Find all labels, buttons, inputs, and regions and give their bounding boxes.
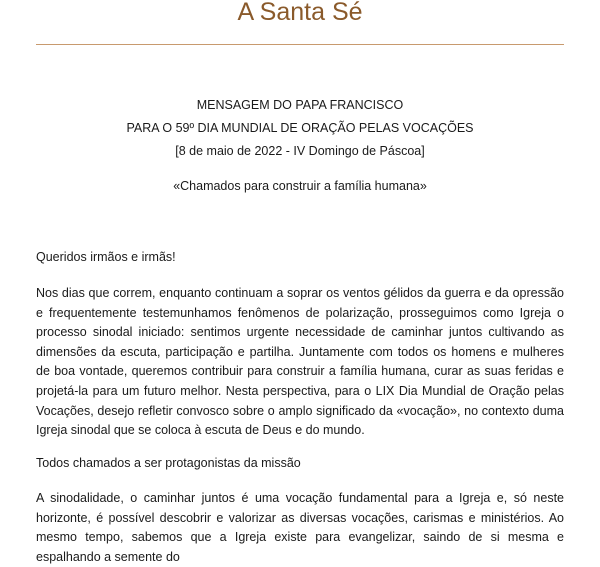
paragraph-intro: Nos dias que correm, enquanto continuam a soprar os ventos gélidos da guerra e da opressão e frequentemente testemunhamos fenômenos de polarização, prosseguimos como Igreja o processo sinodal iniciado: sentimos urgente necessidade de caminhar juntos cultivando as dimensões da escuta, participação e partilha. Juntamente com todos os homens e mulheres de boa vontade, queremos contribuir para construir a família humana, curar as suas feridas e projetá-la para um futuro melhor. Nesta perspectiva, para o LIX Dia Mundial de Oração pelas Vocações, desejo refletir convosco sobre o amplo significado da «vocação», no contexto duma Igreja sinodal que se coloca à escuta de Deus e do mundo. <box>36 286 564 438</box>
message-theme: «Chamados para construir a família humana» <box>173 179 427 193</box>
document-header <box>0 94 600 163</box>
paragraph-synodality: A sinodalidade, o caminhar juntos é uma vocação fundamental para a Igreja e, só neste horizonte, é possível descobrir e valorizar as diversas vocações, carismas e ministérios. Ao mesmo tempo, sabemos que a Igreja existe para evangelizar, saindo de si mesma e espalhando a semente do <box>36 491 564 564</box>
title-divider <box>36 44 564 45</box>
site-title[interactable]: A Santa Sé <box>237 0 363 26</box>
message-date: [8 de maio de 2022 - IV Domingo de Páscoa] <box>175 144 425 158</box>
message-subheading: PARA O 59º DIA MUNDIAL DE ORAÇÃO PELAS VOCAÇÕES <box>126 121 474 135</box>
greeting: Queridos irmãos e irmãs! <box>36 250 176 264</box>
message-heading: MENSAGEM DO PAPA FRANCISCO <box>196 98 404 112</box>
section-heading: Todos chamados a ser protagonistas da missão <box>36 456 301 470</box>
